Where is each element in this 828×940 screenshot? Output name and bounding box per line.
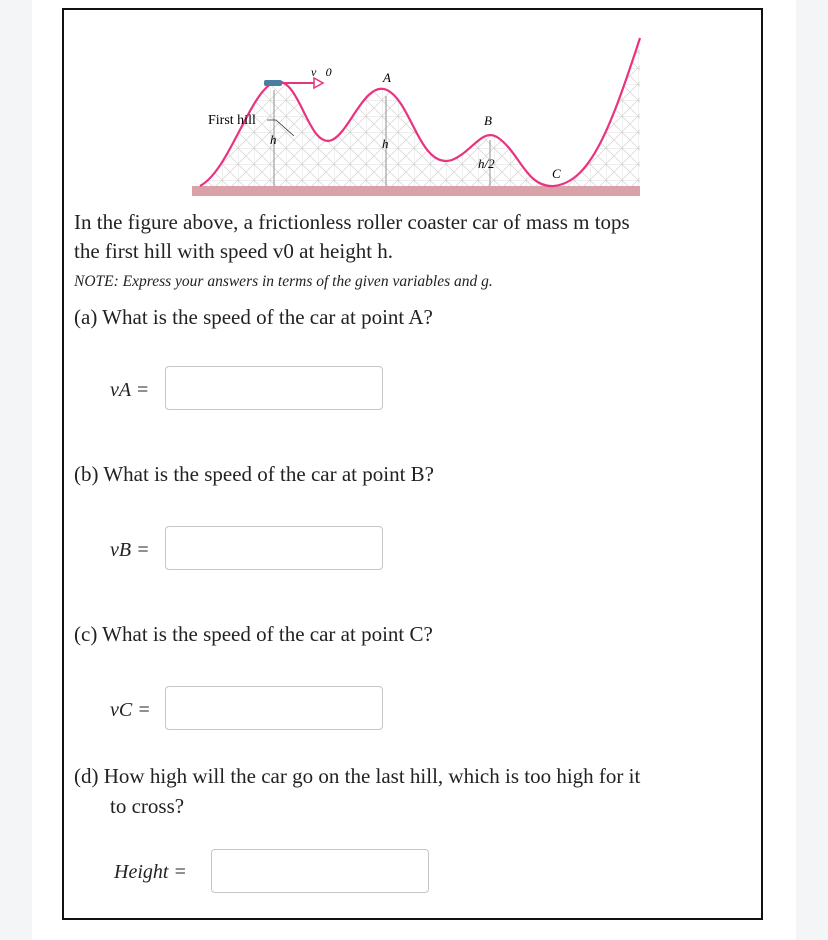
question-b: (b) What is the speed of the car at point B? <box>74 462 434 486</box>
answer-b-label: vB = <box>110 539 150 561</box>
answer-c-input[interactable] <box>165 686 383 730</box>
first-hill-label: First hill <box>208 113 256 128</box>
question-a: (a) What is the speed of the car at point A? <box>74 305 433 329</box>
answer-a-label: vA = <box>110 379 150 401</box>
question-c: (c) What is the speed of the car at point C? <box>74 622 433 646</box>
coaster-car <box>264 80 282 86</box>
scaffold-lattice <box>190 20 642 192</box>
velocity-arrowhead <box>314 78 323 88</box>
answer-b-input[interactable] <box>165 526 383 570</box>
height-h-label-1: h <box>270 132 277 147</box>
question-d-line-1: (d) How high will the car go on the last hill, which is too high for it <box>74 764 641 788</box>
left-margin <box>0 0 32 940</box>
intro-line-2: the first hill with speed v0 at height h. <box>74 239 394 263</box>
height-half-label: h/2 <box>478 156 495 171</box>
answer-d-input[interactable] <box>211 849 429 893</box>
problem-card <box>62 8 763 920</box>
height-h-label-2: h <box>382 136 389 151</box>
note-text: NOTE: Express your answers in terms of the given variables and g. <box>74 273 493 290</box>
question-d-line-2: to cross? <box>110 794 185 818</box>
answer-d-label: Height = <box>114 861 187 883</box>
answer-a-input[interactable] <box>165 366 383 410</box>
point-c-label: C <box>552 166 561 181</box>
answer-c-label: vC = <box>110 699 151 721</box>
intro-line-1: In the figure above, a frictionless roller coaster car of mass m tops <box>74 210 630 234</box>
roller-coaster-figure <box>190 20 642 196</box>
ground-strip <box>192 186 640 196</box>
right-margin <box>796 0 828 940</box>
point-b-label: B <box>484 113 492 128</box>
v0-label: v⃗0 <box>311 65 332 79</box>
point-a-label: A <box>383 70 391 85</box>
